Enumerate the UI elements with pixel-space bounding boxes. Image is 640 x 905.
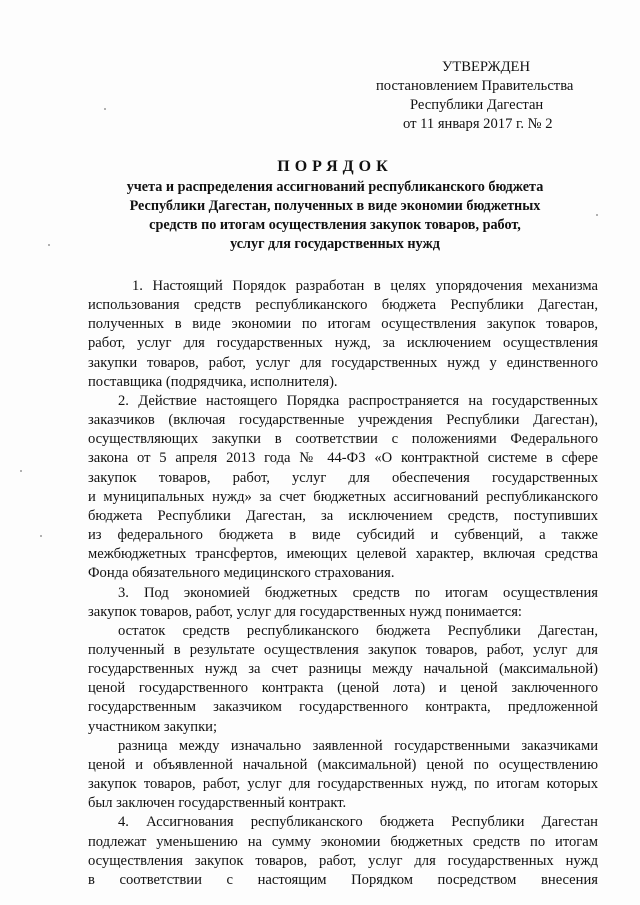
approval-date: от 11 января 2017 г. № 2 — [403, 116, 553, 132]
body-line: поставщика (подрядчика, исполнителя). — [88, 373, 338, 390]
body-line: закупок товаров, работ, услуг для государственных нужд, по итогам которых — [88, 776, 598, 793]
body-line: осуществляющих закупки в соответствии с положениями Федерального — [88, 431, 598, 448]
body-line: закупки товаров, работ, услуг для государственных нужд у единственного — [88, 354, 598, 371]
body-line: ценой государственного контракта (ценой лота) и ценой заключенного — [88, 680, 598, 697]
body-line: 4. Ассигнования республиканского бюджета Республики Дагестан — [118, 814, 598, 831]
body-line: подлежат уменьшению на сумму экономии бюджетных средств по итогам — [88, 833, 598, 850]
body-line: закупок товаров, работ, услуг для государственных нужд понимается: — [88, 603, 522, 620]
document-body — [88, 277, 598, 890]
body-line: государственных нужд за счет разницы между начальной (максимальной) — [88, 661, 598, 678]
title-sub-line: Республики Дагестан, полученных в виде экономии бюджетных — [129, 198, 541, 214]
body-line: 2. Действие настоящего Порядка распространяется на государственных — [118, 392, 598, 409]
title-subtitle — [70, 178, 600, 254]
body-line: 3. Под экономией бюджетных средств по итогам осуществления — [118, 584, 598, 601]
scan-speck — [40, 535, 42, 537]
title-sub-line: услуг для государственных нужд — [230, 236, 440, 252]
approval-authority: постановлением Правительства — [376, 78, 574, 94]
body-line: полученных в виде экономии по итогам осуществления закупок товаров, — [88, 316, 598, 333]
approval-stamp — [372, 58, 592, 134]
scan-speck — [20, 470, 22, 472]
body-line: осуществления закупок товаров, работ, услуг для государственных нужд — [88, 852, 598, 869]
scan-speck — [596, 214, 598, 216]
body-line: был заключен государственный контракт. — [88, 795, 347, 812]
approval-heading: УТВЕРЖДЕН — [442, 59, 530, 75]
body-line: ценой и объявленной начальной (максимальной) ценой по осуществлению — [88, 756, 598, 773]
body-line: использования средств республиканского бюджета Республики Дагестан, — [88, 297, 598, 314]
body-line: участником закупки; — [88, 718, 218, 735]
scan-speck — [104, 108, 106, 110]
body-line: разница между изначально заявленной государственными заказчиками — [118, 737, 598, 754]
body-line: остаток средств республиканского бюджета Республики Дагестан, — [118, 622, 598, 639]
approval-region: Республики Дагестан — [410, 97, 544, 113]
document-title — [70, 157, 600, 254]
body-line: государственным заказчиком государственного контракта, предложенной — [88, 699, 598, 716]
body-line: закона от 5 апреля 2013 года № 44-ФЗ «О контрактной системе в сфере — [88, 450, 598, 467]
body-line: 1. Настоящий Порядок разработан в целях упорядочения механизма — [132, 278, 598, 294]
body-line: межбюджетных трансфертов, имеющих целевой характер, включая средства — [88, 546, 598, 563]
body-line: полученный в результате осуществления закупок товаров, работ, услуг для — [88, 641, 598, 658]
body-line: заказчиков (включая государственные учреждения Республики Дагестан), — [88, 412, 598, 429]
body-line: и муниципальных нужд» за счет бюджетных ассигнований республиканского — [88, 488, 598, 505]
body-line: закупок товаров, работ, услуг для обеспечения государственных — [88, 469, 598, 486]
body-line: работ, услуг для государственных нужд, за исключением осуществления — [88, 335, 598, 352]
body-line: из федерального бюджета в виде субсидий и субвенций, а также — [88, 527, 598, 544]
body-line: Фонда обязательного медицинского страхования. — [88, 565, 395, 582]
body-line: в соответствии с настоящим Порядком посредством внесения — [88, 871, 598, 888]
title-sub-line: средств по итогам осуществления закупок товаров, работ, — [149, 217, 521, 233]
scan-speck — [48, 244, 50, 246]
title-main: ПОРЯДОК — [277, 158, 393, 175]
title-sub-line: учета и распределения ассигнований республиканского бюджета — [126, 179, 544, 195]
body-line: бюджета Республики Дагестан, за исключением средств, поступивших — [88, 507, 598, 524]
